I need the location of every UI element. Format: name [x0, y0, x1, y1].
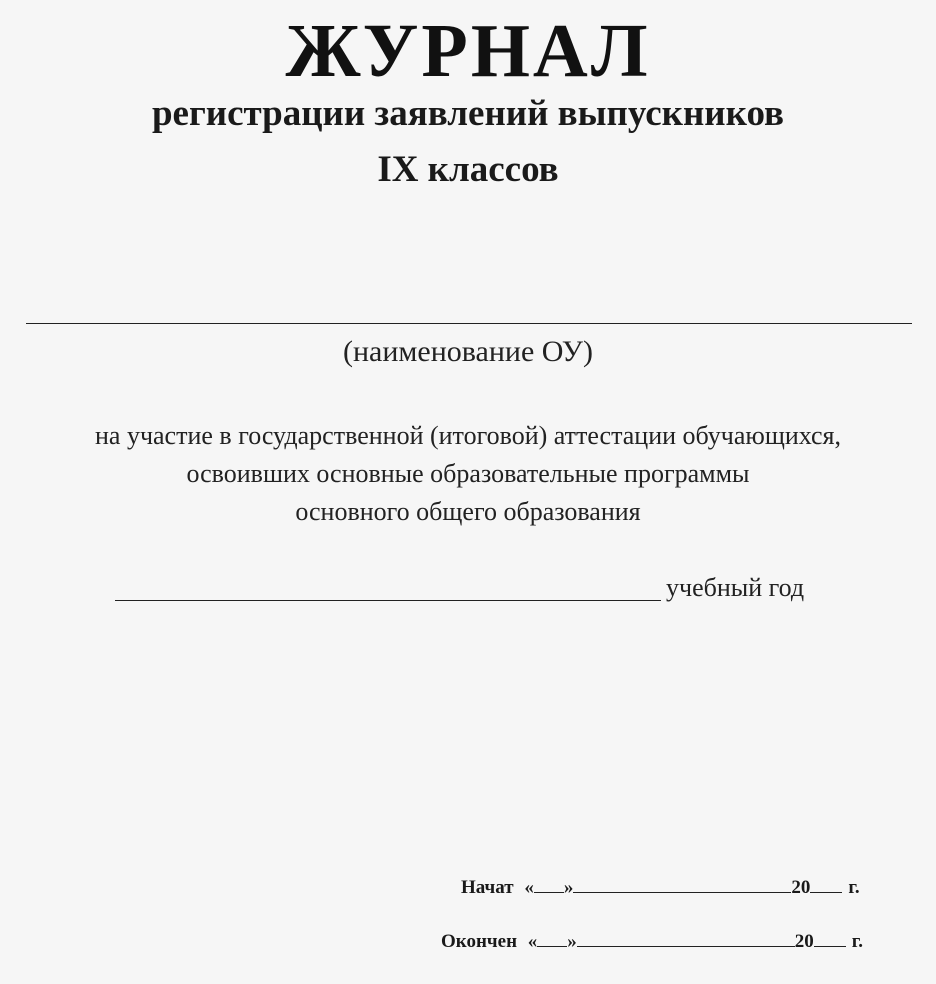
- end-year-blank: [814, 928, 846, 947]
- end-date-label: Окончен: [441, 931, 518, 952]
- description-line-3: основного общего образования: [295, 497, 641, 526]
- academic-year-label: учебный год: [666, 573, 805, 602]
- organization-name-caption: (наименование ОУ): [343, 335, 593, 368]
- description-line-2: освоивших основные образовательные программы: [186, 459, 750, 488]
- start-date-row: [461, 874, 860, 900]
- end-date-row: [441, 928, 863, 954]
- end-century: 20: [794, 931, 814, 952]
- description-line-1: на участие в государственной (итоговой) аттестации обучающихся,: [94, 421, 842, 450]
- academic-year-blank-line: [115, 600, 661, 601]
- start-date-label: Начат: [461, 877, 514, 898]
- start-year-blank: [810, 874, 842, 893]
- document-subtitle-line-1: регистрации заявлений выпускников: [151, 93, 785, 134]
- end-year-suffix: г.: [851, 931, 864, 952]
- start-month-blank: [573, 874, 791, 893]
- start-day-open-quote: «: [524, 877, 534, 898]
- start-day-blank: [534, 874, 564, 893]
- end-day-blank: [537, 928, 567, 947]
- start-day-close-quote: »: [563, 877, 574, 898]
- end-month-blank: [577, 928, 795, 947]
- start-year-suffix: г.: [848, 877, 860, 898]
- document-subtitle-line-2: IX классов: [377, 149, 559, 190]
- document-title: ЖУРНАЛ: [285, 9, 651, 93]
- end-day-close-quote: »: [567, 931, 577, 952]
- start-century: 20: [791, 877, 811, 898]
- end-day-open-quote: «: [527, 931, 538, 952]
- organization-name-blank-line: [26, 323, 912, 324]
